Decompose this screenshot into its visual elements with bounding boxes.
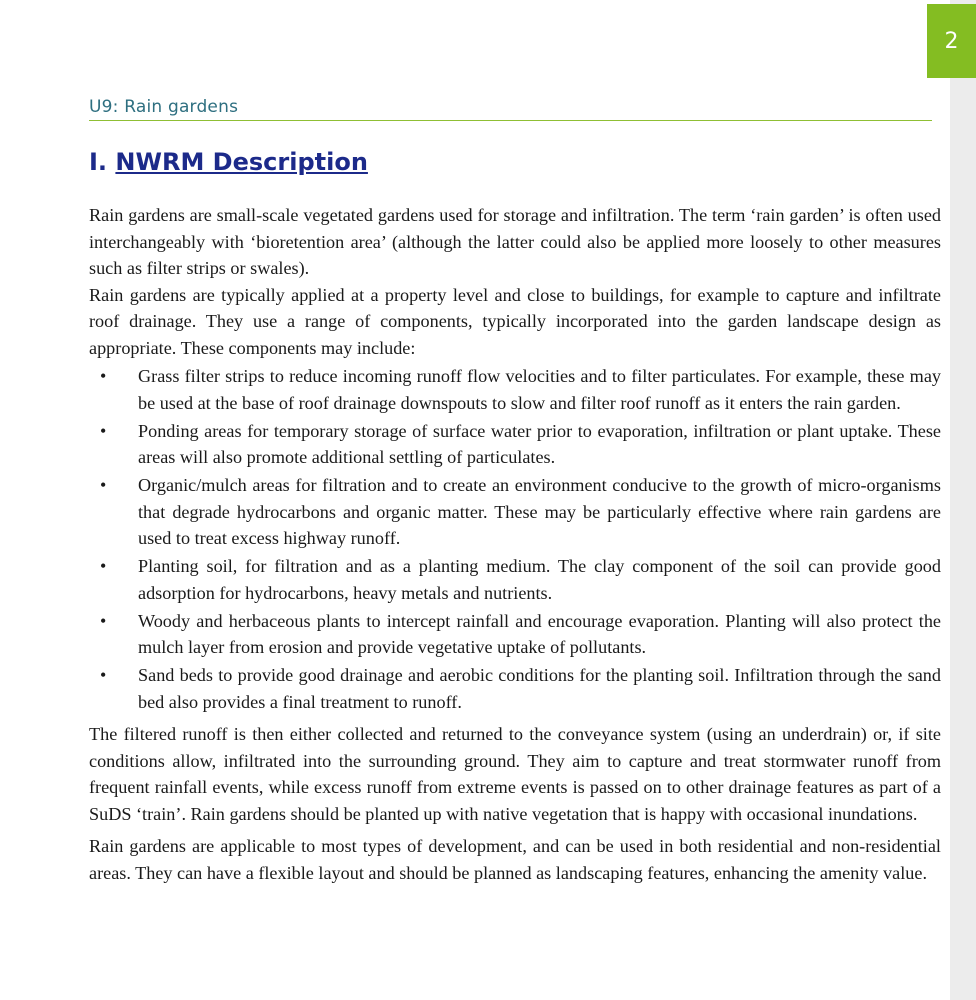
paragraph-components: Rain gardens are typically applied at a property level and close to buildings, for example to capture and infiltrate roof drainage. They use a range of components, typically incorporated into the garden landscape design as appropriate. These components may include: <box>89 284 941 358</box>
running-header <box>89 97 932 121</box>
bullet-icon: • <box>100 556 107 576</box>
components-list <box>89 363 941 715</box>
bullet-icon: • <box>100 665 107 685</box>
list-item <box>89 608 941 661</box>
list-item-text: Grass filter strips to reduce incoming runoff flow velocities and to filter particulates. For example, these may be used at the base of roof drainage downspouts to slow and filter roof runoff as it enters the rain garden. <box>138 366 941 413</box>
list-item-text: Ponding areas for temporary storage of surface water prior to evaporation, infiltration or plant uptake. These areas will also promote additional settling of particulates. <box>138 420 941 467</box>
bullet-icon: • <box>100 366 107 386</box>
list-item-text: Sand beds to provide good drainage and aerobic conditions for the planting soil. Infiltration through the sand bed also provides a final treatment to runoff. <box>138 665 941 712</box>
section-number: I. <box>89 148 108 176</box>
list-item-text: Organic/mulch areas for filtration and to create an environment conducive to the growth of micro-organisms that degrade hydrocarbons and organic matter. These may be particularly effective where rain gardens are used to treat excess highway runoff. <box>138 475 941 548</box>
paragraph-applicability: Rain gardens are applicable to most types of development, and can be used in both residential and non-residential areas. They can have a flexible layout and should be planned as landscaping features, enhancing the amenity value. <box>89 836 941 883</box>
list-item-text: Woody and herbaceous plants to intercept rainfall and encourage evaporation. Planting will also protect the mulch layer from erosion and provide vegetative uptake of pollutants. <box>138 610 941 657</box>
paragraph-intro: Rain gardens are small-scale vegetated gardens used for storage and infiltration. The term ‘rain garden’ is often used interchangeably with ‘bioretention area’ (although the latter could also be applied more loosely to other measures such as filter strips or swales). <box>89 205 941 278</box>
list-item <box>89 553 941 606</box>
list-item <box>89 418 941 471</box>
bullet-icon: • <box>100 420 107 441</box>
list-item <box>89 363 941 416</box>
bullet-icon: • <box>100 610 107 631</box>
section-heading <box>89 148 368 176</box>
list-item <box>89 662 941 715</box>
list-item-text: Planting soil, for filtration and as a planting medium. The clay component of the soil can provide good adsorption for hydrocarbons, heavy metals and nutrients. <box>138 556 941 603</box>
paragraph-filtered-runoff: The filtered runoff is then either collected and returned to the conveyance system (using an underdrain) or, if site conditions allow, infiltrated into the surrounding ground. They aim to capture and treat stormwater runoff from frequent rainfall events, while excess runoff from extreme events is passed on to other drainage features as part of a SuDS ‘train’. Rain gardens should be planted up with native vegetation that is happy with occasional inundations. <box>89 724 941 824</box>
section-title-link[interactable]: NWRM Description <box>115 148 368 176</box>
page-number-badge: 2 <box>927 4 976 78</box>
unit-title: U9: Rain gardens <box>89 97 239 117</box>
body-text <box>89 202 941 886</box>
page-margin-strip <box>950 0 976 1000</box>
list-item <box>89 472 941 552</box>
bullet-icon: • <box>100 475 107 495</box>
